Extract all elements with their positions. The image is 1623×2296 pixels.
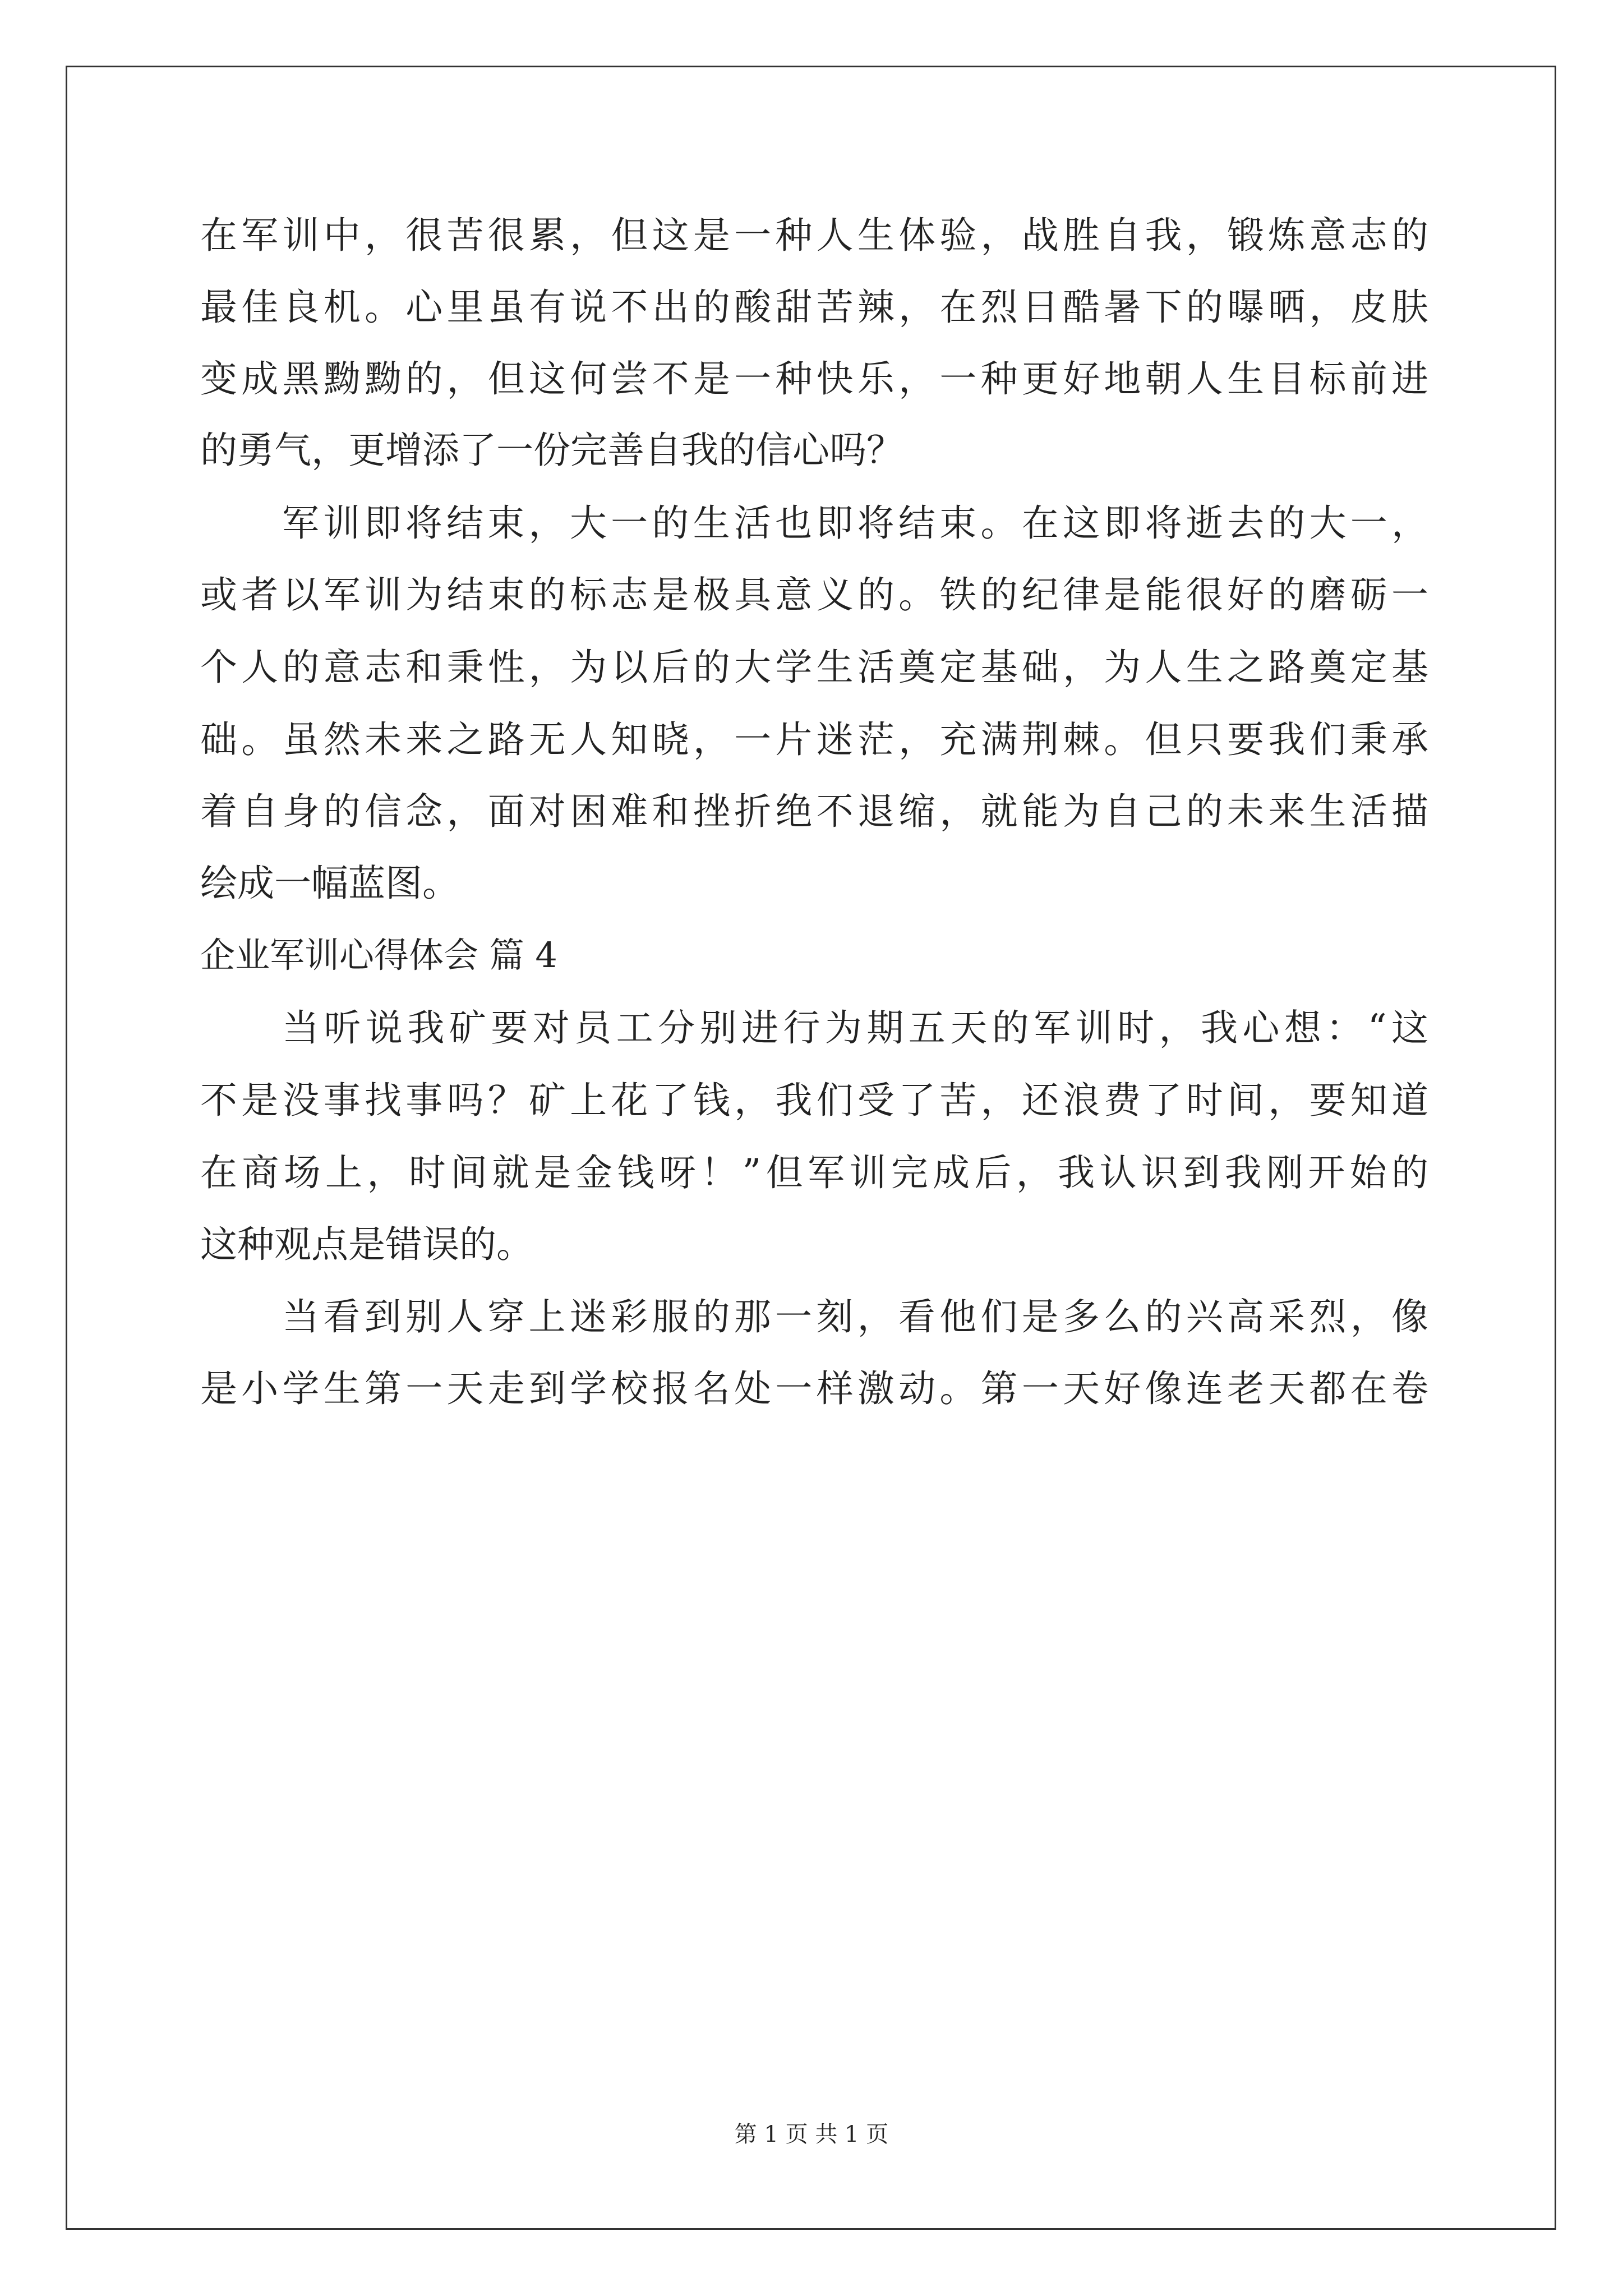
- section-heading: 企业军训心得体会 篇 4: [200, 935, 557, 976]
- paragraph-line: 着自身的信念，面对困难和挫折绝不退缩，就能为自己的未来生活描: [200, 790, 1428, 833]
- paragraph-line: 这种观点是错误的。: [200, 1223, 533, 1266]
- paragraph-line: 变成黑黝黝的，但这何尝不是一种快乐，一种更好地朝人生目标前进: [200, 357, 1428, 401]
- paragraph-line: 是小学生第一天走到学校报名处一样激动。第一天好像连老天都在卷: [200, 1367, 1428, 1410]
- paragraph-line: 最佳良机。心里虽有说不出的酸甜苦辣，在烈日酷暑下的曝晒，皮肤: [200, 286, 1428, 329]
- paragraph-line: 在军训中，很苦很累，但这是一种人生体验，战胜自我，锻炼意志的: [200, 214, 1428, 257]
- paragraph-line: 在商场上，时间就是金钱呀！”但军训完成后，我认识到我刚开始的: [200, 1151, 1428, 1194]
- paragraph-line: 军训即将结束，大一的生活也即将结束。在这即将逝去的大一，: [282, 501, 1428, 545]
- paragraph-line: 础。虽然未来之路无人知晓，一片迷茫，充满荆棘。但只要我们秉承: [200, 718, 1428, 761]
- paragraph-line: 的勇气，更增添了一份完善自我的信心吗？: [200, 429, 903, 472]
- paragraph-line: 个人的意志和秉性，为以后的大学生活奠定基础，为人生之路奠定基: [200, 646, 1428, 689]
- paragraph-line: 不是没事找事吗？矿上花了钱，我们受了苦，还浪费了时间，要知道: [200, 1079, 1428, 1122]
- paragraph-line: 当听说我矿要对员工分别进行为期五天的军训时，我心想：“这: [282, 1006, 1428, 1050]
- paragraph-line: 或者以军训为结束的标志是极具意义的。铁的纪律是能很好的磨砺一: [200, 573, 1428, 616]
- paragraph-line: 绘成一幅蓝图。: [200, 862, 459, 905]
- paragraph-line: 当看到别人穿上迷彩服的那一刻，看他们是多么的兴高采烈，像: [282, 1295, 1428, 1338]
- page-footer: 第 1 页 共 1 页: [734, 2122, 889, 2147]
